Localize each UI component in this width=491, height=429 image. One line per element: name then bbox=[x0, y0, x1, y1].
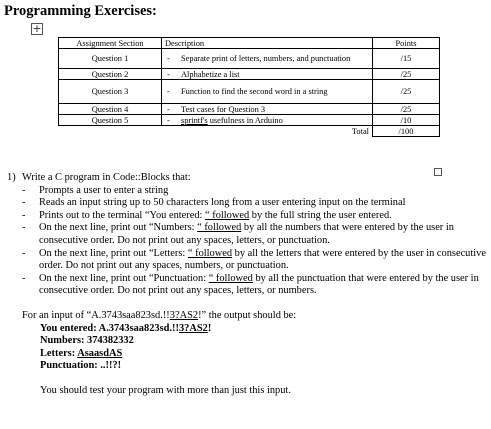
problem-intro: Write a C program in Code::Blocks that: bbox=[22, 172, 191, 183]
section-cell: Question 3 bbox=[59, 80, 162, 104]
points-cell: /25 bbox=[373, 69, 440, 80]
description-cell bbox=[162, 80, 373, 104]
output-numbers: Numbers: 374382332 bbox=[40, 335, 134, 347]
list-item bbox=[22, 222, 487, 247]
spellcheck-flagged-phrase: “ followed bbox=[197, 222, 242, 234]
spellcheck-flagged-word: 3?AS2 bbox=[169, 309, 199, 321]
table-row bbox=[59, 69, 440, 80]
spellcheck-flagged-word: 3?AS2 bbox=[178, 322, 208, 334]
points-cell: /25 bbox=[373, 80, 440, 104]
list-item-text: Reads an input string up to 50 characters long from a user entering input on the terminal bbox=[39, 197, 406, 209]
problem-1 bbox=[7, 172, 487, 398]
bullet-dash: - bbox=[22, 247, 26, 259]
output-entered bbox=[40, 323, 487, 336]
spellcheck-flagged-phrase: “ followed bbox=[208, 272, 253, 284]
grading-table bbox=[58, 37, 440, 137]
list-item-text bbox=[39, 248, 487, 273]
list-item bbox=[22, 273, 487, 298]
description-cell bbox=[162, 104, 373, 115]
list-item bbox=[22, 210, 487, 223]
total-label: Total bbox=[162, 126, 373, 137]
text-segment: Prints out to the terminal “You entered: bbox=[39, 209, 206, 221]
list-item-text: Prompts a user to enter a string bbox=[39, 184, 169, 196]
bullet-dash: - bbox=[22, 272, 26, 284]
list-item-text bbox=[39, 222, 487, 247]
table-row bbox=[59, 115, 440, 126]
description-cell bbox=[162, 115, 373, 126]
bullet-dash: - bbox=[167, 69, 170, 79]
text-segment: by all the letters that were entered by the user in consecutive order. Do not print out any spaces, numbers, or punctuation. bbox=[39, 247, 486, 272]
points-cell: /10 bbox=[373, 115, 440, 126]
empty-cell bbox=[59, 126, 162, 137]
bullet-dash: - bbox=[167, 54, 170, 63]
text-segment: by the full string the user entered. bbox=[249, 209, 392, 221]
bullet-dash: - bbox=[22, 222, 26, 234]
section-cell: Question 4 bbox=[59, 104, 162, 115]
description-text bbox=[181, 116, 283, 125]
output-letters bbox=[40, 348, 487, 361]
spellcheck-flagged-word: AsaasdAS bbox=[77, 347, 123, 359]
example-section bbox=[22, 310, 487, 373]
output-punctuation: Punctuation: ..!!?! bbox=[40, 360, 122, 372]
requirements-list bbox=[7, 185, 487, 298]
section-cell: Question 1 bbox=[59, 49, 162, 69]
description-text: Test cases for Question 3 bbox=[181, 104, 266, 114]
table-total-row bbox=[59, 126, 440, 137]
header-description: Description bbox=[162, 38, 373, 49]
table-header-row bbox=[59, 38, 440, 49]
text-segment: by all the numbers that were entered by the user in consecutive order. Do not print out any spaces, letters, or punctuation. bbox=[39, 222, 454, 246]
page-title: Programming Exercises: bbox=[4, 3, 157, 19]
description-text: Function to find the second word in a string bbox=[181, 87, 328, 96]
list-item bbox=[22, 248, 487, 273]
section-cell: Question 5 bbox=[59, 115, 162, 126]
bullet-dash: - bbox=[22, 209, 26, 221]
list-item-text bbox=[39, 273, 487, 298]
table-row bbox=[59, 104, 440, 115]
text-segment: Letters: bbox=[40, 347, 78, 359]
table-row bbox=[59, 49, 440, 69]
text-segment: by all the punctuation that were entered by the user in consecutive order. Do not print out any spaces, letters, or numbers. bbox=[39, 272, 479, 297]
table-move-handle-icon[interactable]: + bbox=[32, 22, 42, 35]
header-assignment-section: Assignment Section bbox=[59, 38, 162, 49]
list-item-text bbox=[39, 210, 392, 223]
text-segment: !” the output should be: bbox=[198, 309, 297, 321]
text-segment: For an input of “A.3743saa823sd.!! bbox=[22, 309, 170, 321]
bullet-dash: - bbox=[167, 87, 170, 96]
description-cell bbox=[162, 69, 373, 80]
closing-note: You should test your program with more than just this input. bbox=[40, 384, 291, 396]
list-item bbox=[22, 185, 487, 198]
text-segment: On the next line, print out “Letters: bbox=[39, 247, 188, 259]
bullet-dash: - bbox=[167, 115, 170, 125]
example-intro bbox=[22, 310, 487, 323]
spellcheck-flagged-phrase: “ followed bbox=[205, 209, 250, 221]
total-points: /100 bbox=[373, 126, 440, 137]
points-cell: /15 bbox=[373, 49, 440, 69]
text-segment: You entered: A.3743saa823sd.!! bbox=[40, 322, 179, 334]
list-item bbox=[22, 197, 487, 210]
description-text: Alphabetize a list bbox=[181, 69, 240, 79]
bullet-dash: - bbox=[22, 197, 26, 209]
description-text-rest: usefulness in Arduino bbox=[207, 115, 283, 125]
spellcheck-flagged-word: sprintf's bbox=[181, 115, 208, 125]
bullet-dash: - bbox=[167, 104, 170, 114]
table-row bbox=[59, 80, 440, 104]
text-segment: ! bbox=[207, 322, 212, 334]
header-points: Points bbox=[373, 38, 440, 49]
bullet-dash: - bbox=[22, 184, 26, 196]
text-segment: On the next line, print out “Punctuation: bbox=[39, 272, 209, 284]
description-text: Separate print of letters, numbers, and punctuation bbox=[181, 54, 351, 63]
spellcheck-flagged-phrase: “ followed bbox=[187, 247, 233, 259]
text-segment: On the next line, print out “Numbers: bbox=[39, 222, 198, 234]
points-cell: /25 bbox=[373, 104, 440, 115]
section-cell: Question 2 bbox=[59, 69, 162, 80]
description-cell bbox=[162, 49, 373, 69]
problem-number: 1) bbox=[7, 172, 16, 183]
